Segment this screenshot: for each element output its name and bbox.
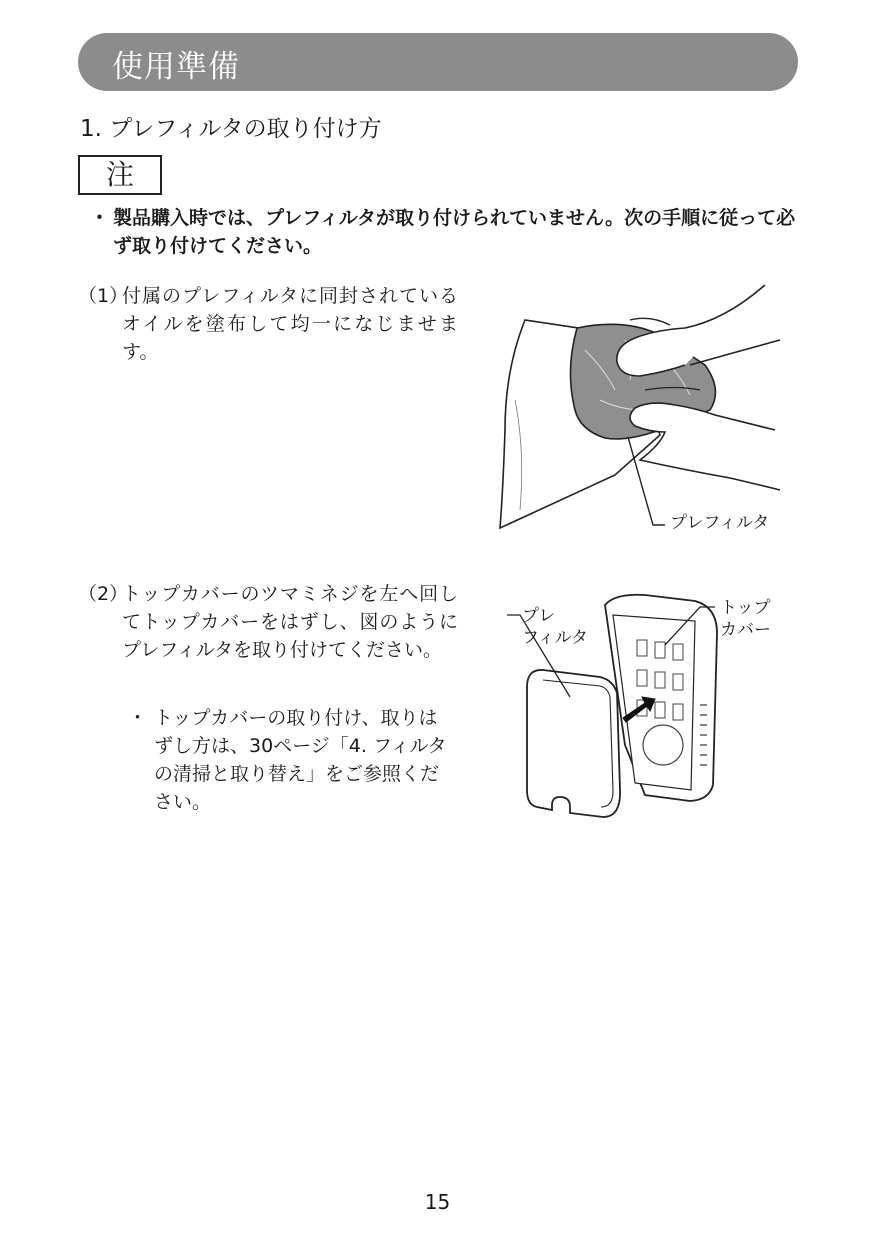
note-text: 製品購入時では、プレフィルタが取り付けられていません。次の手順に従って必ず取り付けてください。 [113,207,796,257]
page-number: 15 [424,1190,451,1214]
note-badge: 注 [78,155,162,195]
label-top-cover: トップ カバー [720,598,771,640]
section-header [78,33,798,91]
label-prefilter-1: プレフィルタ [670,513,770,533]
bullet-dot: ・ [128,707,148,729]
label-prefilter-2: プレ フィルタ [522,606,588,648]
step-1-text: 付属のプレフィルタに同封されているオイルを塗布して均一になじませます。 [122,285,458,363]
bullet-dot: ・ [90,207,110,229]
step-1-number: （1） [78,285,129,307]
step-2-subnote-text: トップカバーの取り付け、取りはずし方は、30ページ「4. フィルタの清掃と取り替え」をご参照ください。 [154,707,447,813]
figure-oil-application [485,280,785,540]
section-title: 1. プレフィルタの取り付け方 [80,116,382,142]
step-2-number: （2） [78,583,129,605]
step-2-text: トップカバーのツマミネジを左へ回してトップカバーをはずし、図のようにプレフィルタを取り付けてください。 [122,583,458,661]
section-header-title: 使用準備 [112,49,240,85]
